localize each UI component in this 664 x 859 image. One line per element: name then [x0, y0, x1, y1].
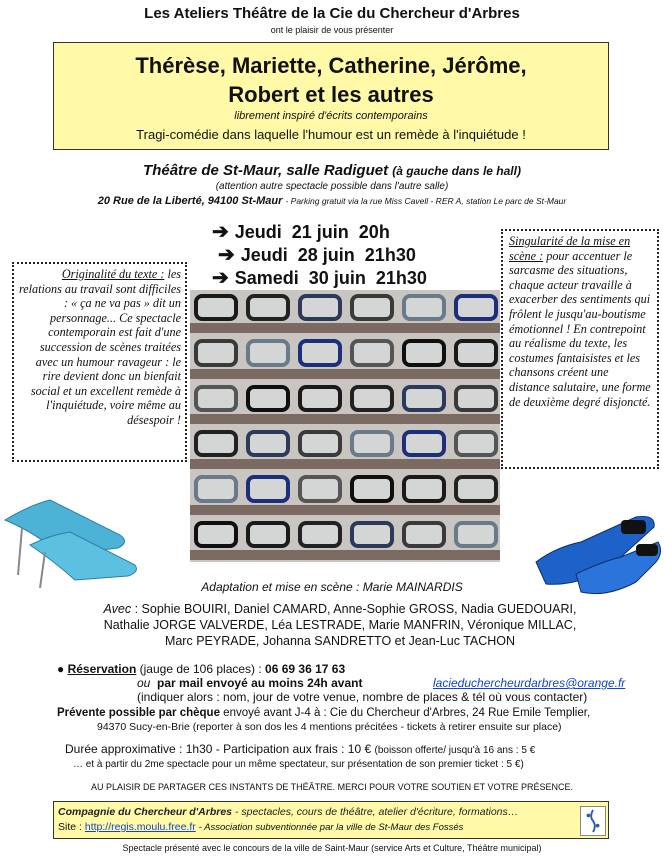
site-line — [58, 821, 463, 833]
presale-text: envoyé avant J-4 à : Cie du Chercheur d'Arbres, 24 Rue Emile Templier, — [219, 707, 591, 719]
diving-mask — [246, 385, 290, 412]
header-title: Les Ateliers Théâtre de la Cie du Chercheur d'Arbres — [144, 5, 520, 22]
diving-mask — [298, 475, 342, 502]
company-desc: - spectacles, cours de théâtre, atelier d'écriture, formations… — [232, 806, 519, 818]
diving-mask — [298, 430, 342, 457]
diving-mask — [454, 294, 498, 321]
cast-label: Avec — [103, 602, 132, 616]
site-label: Site : — [58, 821, 82, 833]
staging-body: pour accentuer le sarcasme des situations, chaque acteur travaille à exacerber des sentiments qui frôlent le jusqu'au-boutisme émotionnel ! En contrepoint au réalisme du texte, les costumes fantaisistes et les chansons créent une distance salutaire, une forme de deuxième degré disjoncté. — [509, 248, 651, 409]
header-subtitle: ont le plaisir de vous présenter — [270, 25, 394, 35]
show-title-line2: Robert et les autres — [228, 82, 434, 107]
diving-mask — [194, 294, 238, 321]
diving-mask — [246, 294, 290, 321]
diving-mask — [454, 339, 498, 366]
diving-mask — [454, 521, 498, 548]
presale-label: Prévente possible par chèque — [57, 707, 220, 719]
diving-mask — [402, 339, 446, 366]
diving-mask — [454, 385, 498, 412]
diving-mask — [454, 475, 498, 502]
venue-note: (attention autre spectacle possible dans l'autre salle) — [215, 181, 449, 192]
diving-mask — [194, 339, 238, 366]
display-rail — [190, 414, 500, 424]
second-show-price: … et à partir du 2me spectacle pour un même spectateur, sur présentation de son premier ticket : 5 €) — [73, 759, 524, 770]
diving-mask — [402, 430, 446, 457]
reservation-capacity: (jauge de 106 places) : — [136, 662, 266, 676]
display-rail — [190, 459, 500, 469]
reservation-mail-line — [137, 676, 362, 690]
reservation-indicate: (indiquer alors : nom, jour de votre venue, nombre de places & tél où vous contacter) — [137, 690, 588, 704]
reservation-phone[interactable]: 06 69 36 17 63 — [265, 662, 346, 676]
show-title-line1: Thérèse, Mariette, Catherine, Jérôme, — [135, 53, 527, 78]
bullet-icon: ● — [57, 662, 65, 676]
reservation-email-link[interactable]: lacieduchercheurdarbres@orange.fr — [433, 676, 626, 690]
cast-line3: Marc PEYRADE, Johanna SANDRETTO et Jean-Luc TACHON — [164, 634, 516, 648]
diving-mask — [350, 475, 394, 502]
staging-title: Singularité de la mise en scène : — [509, 234, 631, 263]
show-inspired: librement inspiré d'écrits contemporains — [234, 110, 428, 122]
reservation-mail-text: par mail envoyé au moins 24h avant — [157, 676, 363, 690]
assoc-text: - Association subventionnée par la ville de St-Maur des Fossés — [198, 822, 464, 833]
diving-mask — [194, 475, 238, 502]
company-footer-box — [53, 801, 609, 839]
display-rail — [190, 505, 500, 515]
show-title-box — [53, 42, 609, 150]
venue-address-line — [0, 195, 664, 207]
date-3 — [212, 265, 427, 290]
diving-mask — [246, 430, 290, 457]
date-label: Jeudi 21 juin 20h — [234, 222, 390, 242]
date-label: Jeudi 28 juin 21h30 — [240, 245, 416, 265]
diving-mask — [402, 294, 446, 321]
diving-mask — [246, 475, 290, 502]
company-line — [58, 806, 518, 818]
display-rail — [190, 550, 500, 560]
diving-mask — [298, 521, 342, 548]
diving-mask — [402, 385, 446, 412]
venue-hint: (à gauche dans le hall) — [392, 164, 521, 178]
date-1 — [212, 219, 390, 244]
venue-name: Théâtre de St-Maur, salle Radiguet — [143, 162, 389, 179]
text-originality-box — [12, 262, 187, 462]
staging-singularity-box — [501, 229, 659, 469]
cast-line1: : Sophie BOUIRI, Daniel CAMARD, Anne-Sophie GROSS, Nadia GUEDOUARI, — [131, 602, 577, 616]
diving-mask — [194, 430, 238, 457]
diving-mask — [350, 521, 394, 548]
diving-mask — [402, 521, 446, 548]
presale-line — [57, 707, 590, 719]
thanks-line: AU PLAISIR DE PARTAGER CES INSTANTS DE THÉÂTRE. MERCI POUR VOTRE SOUTIEN ET VOTRE PRÉSENCE. — [90, 782, 574, 792]
diving-masks-photo — [190, 290, 500, 562]
originality-title: Originalité du texte : — [61, 267, 165, 281]
venue-line — [0, 162, 664, 179]
reservation-line — [57, 662, 345, 676]
diving-mask — [194, 521, 238, 548]
site-link[interactable]: http://regis.moulu.free.fr — [84, 821, 196, 833]
reservation-or: ou — [137, 676, 151, 690]
show-tagline: Tragi-comédie dans laquelle l'humour est un remède à l'inquiétude ! — [136, 127, 526, 142]
fins-left-image — [0, 480, 140, 590]
diving-mask — [246, 339, 290, 366]
cast-line2: Nathalie JORGE VALVERDE, Léa LESTRADE, Marie MANFRIN, Véronique MILLAC, — [103, 618, 577, 632]
date-label: Samedi 30 juin 21h30 — [234, 268, 427, 288]
diving-mask — [298, 339, 342, 366]
display-rail — [190, 369, 500, 379]
venue-parking: - Parking gratuit via la rue Miss Cavell - RER A, station Le parc de St-Maur — [285, 196, 567, 206]
diving-mask — [298, 294, 342, 321]
cast-block — [40, 601, 640, 649]
diving-mask — [350, 385, 394, 412]
presale-line2: 94370 Sucy-en-Brie (reporter à son dos les 4 mentions précitées - tickets à retirer ensuite sur place) — [97, 721, 562, 733]
diving-mask — [402, 475, 446, 502]
company-name: Compagnie du Chercheur d'Arbres — [58, 806, 233, 818]
date-2 — [218, 242, 416, 267]
diving-mask — [454, 430, 498, 457]
diving-mask — [298, 385, 342, 412]
duration-small: (boisson offerte/ jusqu'à 16 ans : 5 € — [374, 745, 536, 756]
diving-mask — [350, 339, 394, 366]
arrow-right-icon: ➔ — [212, 267, 229, 289]
arrow-right-icon: ➔ — [212, 221, 229, 243]
diving-mask — [246, 521, 290, 548]
venue-address: 20 Rue de la Liberté, 94100 St-Maur — [97, 195, 283, 207]
diving-mask — [194, 385, 238, 412]
adaptation-line: Adaptation et mise en scène : Marie MAINARDIS — [201, 580, 463, 594]
arrow-right-icon: ➔ — [218, 244, 235, 266]
duration-text: Durée approximative : 1h30 - Participation aux frais : 10 € — [65, 742, 375, 756]
originality-body: les relations au travail sont difficiles : « ça ne va pas » dit un personnage... Ce spectacle contemporain est fait d'une succession de scènes traitées avec un humour ravageur : le rire devient donc un bienfait social et un excellent remède à l'inquiétude, voire même au désespoir ! — [18, 267, 181, 427]
reservation-label: Réservation — [67, 662, 137, 676]
diving-mask — [350, 294, 394, 321]
company-logo-icon — [580, 806, 606, 836]
display-rail — [190, 323, 500, 333]
diving-mask — [350, 430, 394, 457]
duration-line — [65, 742, 535, 756]
support-line: Spectacle présenté avec le concours de la ville de Saint-Maur (service Arts et Culture, Théâtre municipal) — [122, 843, 542, 853]
